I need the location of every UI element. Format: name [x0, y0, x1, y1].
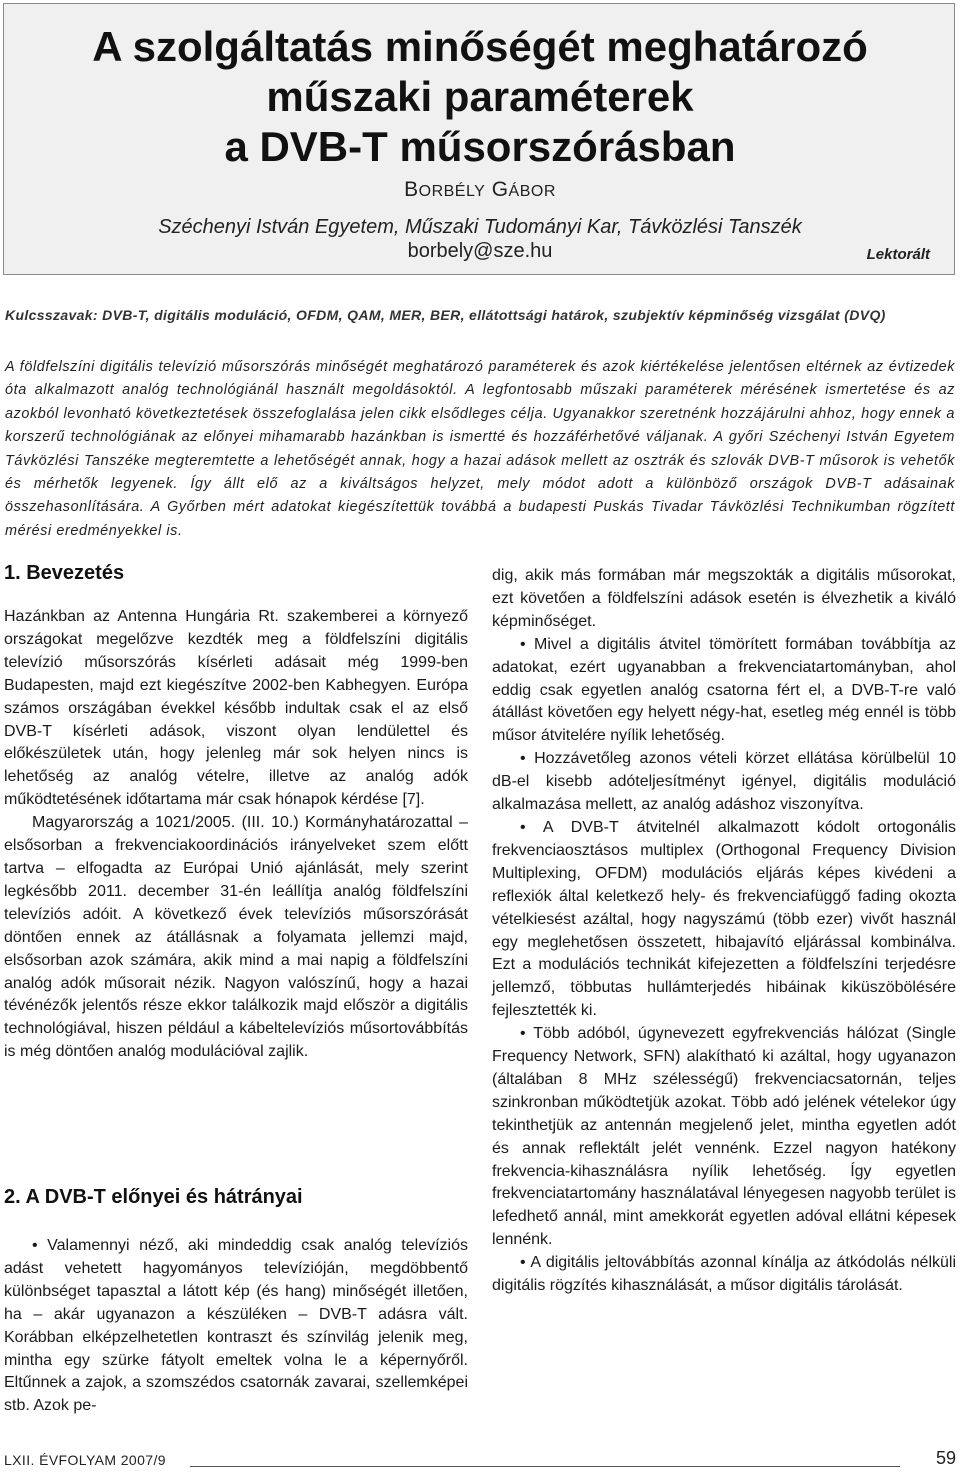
reviewed-label: Lektorált	[866, 246, 930, 263]
affiliation: Széchenyi István Egyetem, Műszaki Tudományi Kar, Távközlési Tanszék	[158, 216, 802, 238]
title-line-1: A szolgáltatás minőségét meghatározó	[92, 23, 868, 70]
author-name: BORBÉLY GÁBOR	[404, 178, 556, 201]
abstract: A földfelszíni digitális televízió műsorszórás minőségét meghatározó paraméterek és azok kiértékelése jelentősen eltérnek az évtizedek óta alkalmazott analóg technológiánál használt megoldásoktól. A legfontosabb műszaki paraméterek mérésének ismertetése és az azokból levonható következtetések összefoglalása jelen cikk elsődleges célja. Ugyanakkor szeretnénk hozzájárulni ahhoz, hogy ennek a korszerű technológiának az előnyei mihamarabb hazánkban is ismertté és hozzáférhetővé váljanak. A győri Széchenyi István Egyetem Távközlési Tanszéke megteremtette a lehetőségét annak, hogy a hazai adások mellett az osztrák és szlovák DVB-T műsorok is vehetők és mérhetők legyenek. Így állt elő az a kiváltságos helyzet, mely módot adott a különböző országok DVB-T adásainak összehasonlítására. A Győrben mért adatokat kiegészítettük továbbá a budapesti Puskás Tivadar Távközlési Technikumban rögzített mérési eredményekkel is.	[5, 359, 955, 539]
right-paragraph-3: • Hozzávetőleg azonos vételi körzet ellátása körülbelül 10 dB-el kisebb adóteljesítményt igényel, digitális moduláció alkalmazása mellett, az analóg adáshoz viszonyítva.	[492, 750, 956, 814]
right-paragraph-5: • Több adóból, úgynevezett egyfrekvenciás hálózat (Single Frequency Network, SFN) alakítható ki azáltal, hogy ugyanazon (általában 8 MHz szélességű) frekvenciacsatornán, teljes szinkronban működtetjük azokat. Több adó jelének vételekor úgy tekinthetjük az antennán megjelenő jelet, mintha egyetlen adót és annak reflektált jelét vennénk. Ezzel nagyon hatékony frekvencia-kihasználásra nyílik lehetőség. Így egyetlen frekvenciatartomány használatával lényegesen nagyobb terület is lefedhető annál, mint amekkorát egyetlen adóval ellátni képesek lennénk.	[492, 1025, 956, 1249]
author-email: borbely@sze.hu	[407, 240, 553, 262]
right-paragraph-4: • A DVB-T átvitelnél alkalmazott kódolt ortogonális frekvenciaosztásos multiplex (Orthogonal Frequency Division Multiplexing, OFDM) modulációs eljárás képes kivédeni a reflexiók által keletkező hely- és frekvenciafüggő fading okozta vételkiesést azáltal, hogy nagyszámú (több ezer) vivőt használ egy meglehetősen összetett, hibajavító eljárással kombinálva. Ezt a modulációs technikát kifejezetten a földfelszíni terjedésre jellemző, többutas hullámterjedés hibáinak kiküszöbölésére fejlesztették ki.	[492, 818, 956, 1020]
right-paragraph-6: • A digitális jeltovábbítás azonnal kínálja az átkódolás nélküli digitális rögzítés kihasználását, a műsor digitális tárolását.	[492, 1254, 956, 1295]
header-box	[3, 3, 955, 275]
journal-volume: LXII. ÉVFOLYAM 2007/9	[4, 1452, 166, 1468]
title-line-2: műszaki paraméterek	[266, 73, 694, 120]
title-line-3: a DVB-T műsorszórásban	[224, 123, 736, 170]
section-2-body	[4, 1235, 468, 1418]
right-paragraph-1: dig, akik más formában már megszokták a digitális műsorokat, ezt követően a földfelszíni adások esetén is élvezhetik a kiváló képminőséget.	[492, 567, 956, 630]
page-number: 59	[935, 1448, 956, 1468]
right-column	[492, 565, 956, 1298]
section-1-paragraph-2: Magyarország a 1021/2005. (III. 10.) Kormányhatározattal – elsősorban a frekvenciakoordinációs irányelveket szem előtt tartva – elfogadta az Európai Unió ajánlását, mely szerint legkésőbb 2011. december 31-én leállítja analóg földfelszíni televíziós adóit. A következő évek televíziós műsorszórását döntően ennek az átállásnak a folyamata jellemzi majd, elsősorban azok számára, akik mind a mai napig a földfelszíni analóg adók műsorait nézik. Nagyon valószínű, hogy a hazai tévénézők jelentős része ekkor találkozik majd először a digitális technológiával, hiszen például a kábeltelevíziós műsortovábbítás is még döntően analóg modulációval zajlik.	[4, 814, 468, 1061]
section-1-heading: 1. Bevezetés	[4, 562, 125, 584]
section-1-body	[4, 606, 468, 1064]
footer-rule	[190, 1466, 900, 1467]
right-paragraph-2: • Mivel a digitális átvitel tömörített formában továbbítja az adatokat, ezért ugyanabban a frekvenciatartományban, ahol eddig csak egyetlen analóg csatorna fért el, a DVB-T-re való átállást követően egy helyett négy-hat, esetleg még ennél is több műsor átvitelére nyílik lehetőség.	[492, 635, 956, 745]
keywords: Kulcsszavak: DVB-T, digitális moduláció, OFDM, QAM, MER, BER, ellátottsági határok, szubjektív képminőség vizsgálat (DVQ)	[5, 307, 886, 323]
article-title	[4, 22, 956, 172]
section-2-paragraph-1: • Valamennyi néző, aki mindeddig csak analóg televíziós adást vehetett hagyományos televízióján, megdöbbentő különbséget tapasztal a látott kép (és hang) minőségét illetően, ha – akár ugyanazon a készüléken – DVB-T adásra vált. Korábban elképzelhetetlen kontraszt és színvilág jelenik meg, mintha egy szürke fátyolt emeltek volna le a képernyőről. Eltűnnek a zajok, a szomszédos csatornák zavarai, szellemképei stb. Azok pe-	[4, 1237, 468, 1415]
section-1-paragraph-1: Hazánkban az Antenna Hungária Rt. szakemberei a környező országokat megelőzve kezdték meg a földfelszíni digitális televízió műsorszórás kísérleti adásait még 1999-ben Budapesten, majd ezt kiegészítve 2002-ben Kabhegyen. Európa számos országában évekkel később indultak csak el az első DVB-T kísérleti adások, viszont olyan lendülettel és előkészületek után, hogy jelenleg már sok helyen nincs is lehetőség az analóg vételre, illetve az analóg adók működtetésének időtartama már csak hónapok kérdése [7].	[4, 608, 468, 809]
section-2-heading: 2. A DVB-T előnyei és hátrányai	[4, 1186, 303, 1208]
